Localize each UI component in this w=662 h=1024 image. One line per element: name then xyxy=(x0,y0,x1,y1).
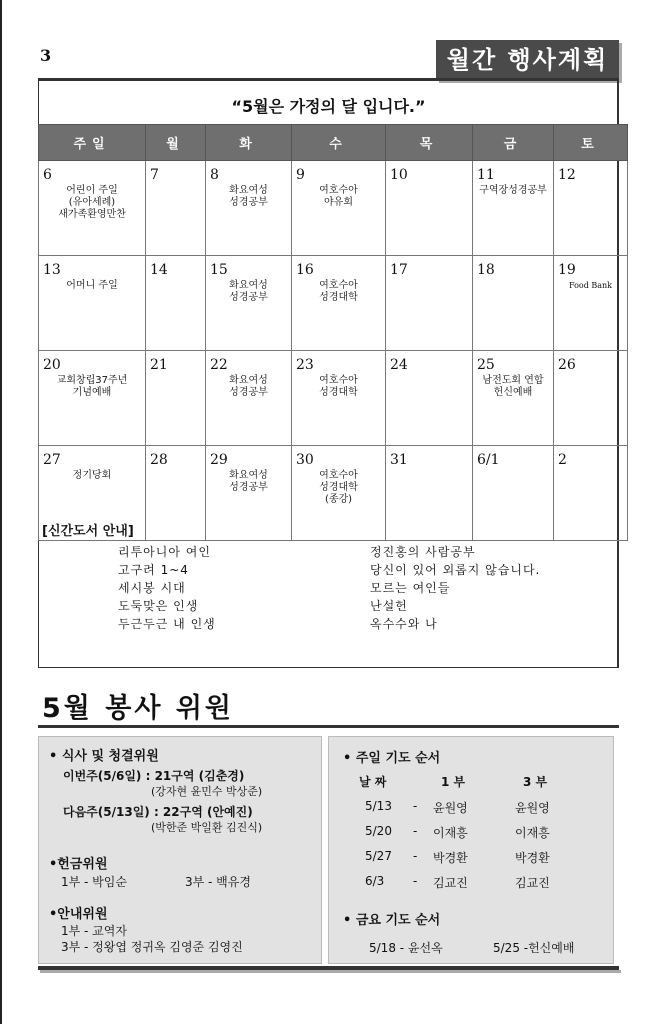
page-left-border xyxy=(0,0,2,1024)
prayer-date: 6/3 xyxy=(365,874,385,888)
usher-title: •안내위원 xyxy=(49,907,108,922)
day-event: 어머니 주일 xyxy=(66,280,118,291)
calendar-day-cell xyxy=(292,446,386,541)
day-event: 여호수아 성경대학 (종강) xyxy=(319,470,358,505)
slogan: “5월은 가정의 달 입니다.” xyxy=(231,97,426,116)
bottom-rule-shadow xyxy=(40,970,621,973)
header-title: 월간 행사계획 xyxy=(436,40,619,80)
book-item: 고구려 1~4 xyxy=(118,563,189,577)
day-number: 29 xyxy=(210,452,228,468)
calendar-day-cell xyxy=(473,351,554,446)
calendar-day-cell xyxy=(554,256,628,351)
day-event: 남전도회 연합 헌신예배 xyxy=(482,375,544,398)
weekday-sat: 토 xyxy=(554,125,628,161)
service-left-panel xyxy=(38,736,322,964)
weekday-wed: 수 xyxy=(292,125,386,161)
prayer-first: 김교진 xyxy=(433,876,468,890)
book-item: 당신이 있어 외롭지 않습니다. xyxy=(370,563,541,577)
calendar-day-cell xyxy=(39,351,146,446)
prayer-dash: - xyxy=(413,849,418,863)
day-number: 26 xyxy=(558,357,576,373)
offering-line-3: 3부 - 백유경 xyxy=(185,875,251,889)
day-number: 25 xyxy=(477,357,495,373)
day-number: 20 xyxy=(43,357,61,373)
weekday-mon: 월 xyxy=(146,125,206,161)
calendar-day-cell xyxy=(473,446,554,541)
prayer-header-third: 3 부 xyxy=(523,775,548,789)
usher-line-2: 3부 - 정왕엽 정귀옥 김영준 김영진 xyxy=(61,940,243,954)
day-event: 어린이 주일 (유아세례) 새가족환영만찬 xyxy=(58,185,126,220)
day-number: 15 xyxy=(210,262,228,278)
friday-prayer-item-1: 5/18 - 윤선옥 xyxy=(369,941,443,955)
new-books-right-list xyxy=(370,543,540,633)
weekday-sun: 주일 xyxy=(39,125,146,161)
day-number: 18 xyxy=(477,262,495,278)
day-number: 19 xyxy=(558,262,576,278)
prayer-dash: - xyxy=(413,874,418,888)
prayer-dash: - xyxy=(413,799,418,813)
prayer-first: 윤원영 xyxy=(433,801,468,815)
book-item: 도둑맞은 인생 xyxy=(118,599,199,613)
calendar-day-cell xyxy=(292,351,386,446)
day-number: 8 xyxy=(210,167,219,183)
calendar-day-cell xyxy=(206,256,292,351)
prayer-third: 윤원영 xyxy=(515,801,550,815)
calendar-header-row xyxy=(39,125,628,161)
day-number: 22 xyxy=(210,357,228,373)
book-item: 세시봉 시대 xyxy=(118,581,186,595)
day-event: 구역장성경공부 xyxy=(479,185,547,196)
day-event: 화요여성 성경공부 xyxy=(229,185,268,208)
meal-next-week-names: (박한준 박일환 김진식) xyxy=(151,821,263,834)
book-item: 난설헌 xyxy=(370,599,408,613)
prayer-third: 김교진 xyxy=(515,876,550,890)
day-event: 여호수아 성경대학 xyxy=(319,280,358,303)
day-number: 17 xyxy=(390,262,408,278)
prayer-header-date: 날 짜 xyxy=(359,775,387,789)
calendar-day-cell xyxy=(386,256,473,351)
calendar-week-row xyxy=(39,161,628,256)
calendar-day-cell xyxy=(146,446,206,541)
day-number: 27 xyxy=(43,452,61,468)
day-number: 7 xyxy=(150,167,159,183)
offering-line-1: 1부 - 박임순 xyxy=(61,875,127,889)
book-item: 정진홍의 사람공부 xyxy=(370,545,476,559)
calendar-week-row xyxy=(39,351,628,446)
day-number: 30 xyxy=(296,452,314,468)
calendar-day-cell xyxy=(292,161,386,256)
sunday-prayer-title: • 주일 기도 순서 xyxy=(343,751,441,766)
day-number: 28 xyxy=(150,452,168,468)
day-number: 21 xyxy=(150,357,168,373)
calendar-day-cell xyxy=(554,161,628,256)
calendar-day-cell xyxy=(39,161,146,256)
day-number: 9 xyxy=(296,167,305,183)
day-number: 10 xyxy=(390,167,408,183)
weekday-thu: 목 xyxy=(386,125,473,161)
day-event: 화요여성 성경공부 xyxy=(229,280,268,303)
day-event: 교회창립37주년 기념예배 xyxy=(56,375,128,398)
prayer-third: 이재흥 xyxy=(515,826,550,840)
calendar-week-row xyxy=(39,256,628,351)
weekday-fri: 금 xyxy=(473,125,554,161)
day-event: 화요여성 성경공부 xyxy=(229,375,268,398)
friday-prayer-title: • 금요 기도 순서 xyxy=(343,913,441,928)
service-right-panel xyxy=(328,736,614,964)
calendar-day-cell xyxy=(473,161,554,256)
day-event: 화요여성 성경공부 xyxy=(229,470,268,493)
day-event: 여호수아 야유회 xyxy=(319,185,358,208)
calendar-day-cell xyxy=(386,446,473,541)
usher-line-1: 1부 - 교역자 xyxy=(61,924,127,938)
calendar-day-cell xyxy=(206,446,292,541)
meal-next-week: 다음주(5/13일) : 22구역 (안예진) xyxy=(63,805,253,819)
day-number: 16 xyxy=(296,262,314,278)
calendar-day-cell xyxy=(146,256,206,351)
calendar-day-cell xyxy=(292,256,386,351)
calendar-day-cell xyxy=(386,351,473,446)
new-books-left-list xyxy=(118,543,216,633)
day-number: 31 xyxy=(390,452,408,468)
calendar-day-cell xyxy=(473,256,554,351)
new-books-title: [신간도서 안내] xyxy=(42,524,134,539)
day-event: 여호수아 성경대학 xyxy=(319,375,358,398)
prayer-date: 5/20 xyxy=(365,824,392,838)
calendar-table xyxy=(38,124,628,541)
meal-this-week: 이번주(5/6일) : 21구역 (김춘경) xyxy=(63,769,245,783)
prayer-first: 박경환 xyxy=(433,851,468,865)
prayer-header-first: 1 부 xyxy=(441,775,466,789)
day-number: 24 xyxy=(390,357,408,373)
book-item: 리투아니아 여인 xyxy=(118,545,211,559)
calendar-day-cell xyxy=(206,161,292,256)
day-number: 13 xyxy=(43,262,61,278)
offering-title: •헌금위원 xyxy=(49,857,108,872)
calendar-body xyxy=(39,161,628,541)
book-item: 두근두근 내 인생 xyxy=(118,617,216,631)
calendar-day-cell xyxy=(146,161,206,256)
friday-prayer-item-2: 5/25 -헌신예배 xyxy=(493,941,575,955)
prayer-date: 5/27 xyxy=(365,849,392,863)
service-section-title: 5월 봉사 위원 xyxy=(42,693,234,724)
day-number: 2 xyxy=(558,452,567,468)
day-number: 11 xyxy=(477,167,495,183)
page-number: 3 xyxy=(40,46,52,65)
meal-title: • 식사 및 청결위원 xyxy=(49,749,159,764)
meal-this-week-names: (강자현 윤민수 박상준) xyxy=(151,785,263,798)
day-number: 12 xyxy=(558,167,576,183)
day-number: 14 xyxy=(150,262,168,278)
day-event: 정기당회 xyxy=(72,470,112,481)
book-item: 옥수수와 나 xyxy=(370,617,438,631)
calendar-day-cell xyxy=(206,351,292,446)
calendar-day-cell xyxy=(554,351,628,446)
book-item: 모르는 여인들 xyxy=(370,581,451,595)
day-number: 6 xyxy=(43,167,52,183)
calendar-day-cell xyxy=(554,446,628,541)
prayer-date: 5/13 xyxy=(365,799,392,813)
prayer-dash: - xyxy=(413,824,418,838)
prayer-third: 박경환 xyxy=(515,851,550,865)
weekday-tue: 화 xyxy=(206,125,292,161)
calendar-day-cell xyxy=(39,256,146,351)
service-title-rule xyxy=(38,725,619,728)
day-number: 23 xyxy=(296,357,314,373)
day-event: Food Bank xyxy=(568,281,613,290)
calendar-day-cell xyxy=(146,351,206,446)
day-number: 6/1 xyxy=(477,452,500,468)
calendar-day-cell xyxy=(386,161,473,256)
prayer-first: 이재흥 xyxy=(433,826,468,840)
